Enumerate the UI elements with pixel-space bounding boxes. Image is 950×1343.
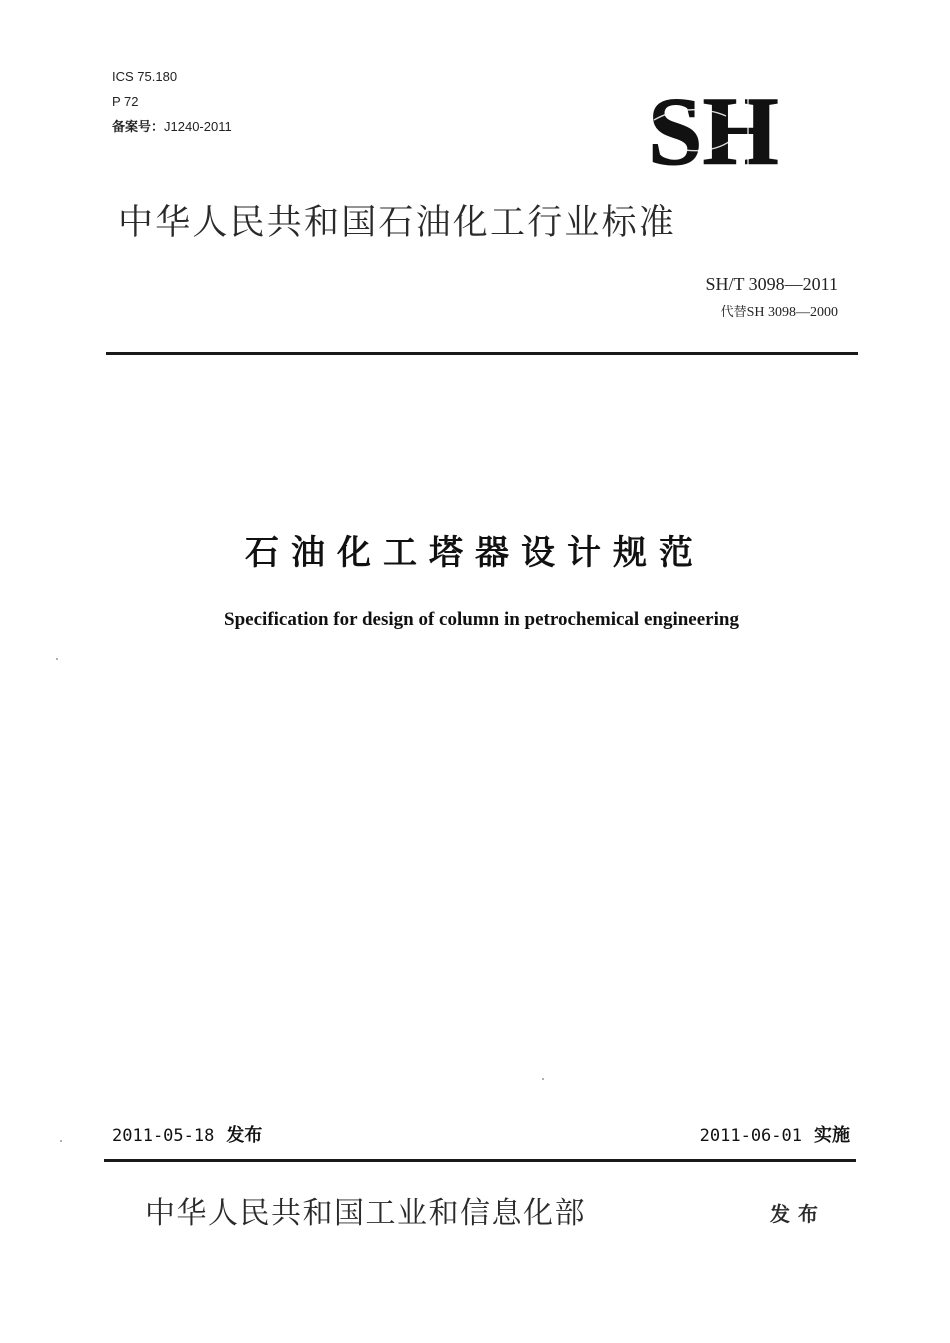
sh-logo-icon: [648, 86, 834, 172]
record-number-line: [112, 114, 232, 139]
scan-speck: [542, 1078, 544, 1080]
publish-label: 发布: [226, 1125, 263, 1146]
record-number: J1240-2011: [164, 119, 232, 134]
top-divider: [106, 352, 858, 355]
classification-code: P 72: [112, 94, 139, 109]
issuing-action: 发布: [770, 1202, 826, 1226]
record-label: 备案号：: [112, 119, 165, 134]
sh-logo-text: SH: [648, 86, 779, 172]
effective-label: 实施: [814, 1125, 850, 1146]
meta-block: [112, 64, 232, 139]
standard-number: SH/T 3098—2011: [705, 274, 838, 294]
document-title: 石油化工塔器设计规范: [245, 533, 705, 573]
scan-speck: [60, 1140, 62, 1142]
industry-standard-title: 中华人民共和国石油化工行业标准: [118, 203, 677, 243]
replaces-line: [721, 301, 838, 321]
issuing-authority: 中华人民共和国工业和信息化部: [145, 1196, 586, 1231]
bottom-divider: [104, 1159, 856, 1162]
document-subtitle: Specification for design of column in petrochemical engineering: [224, 609, 739, 630]
replaces-number: SH 3098—2000: [746, 305, 838, 320]
replaces-label: 代替: [720, 305, 747, 320]
publish-date-line: [112, 1121, 262, 1147]
effective-date-line: [700, 1121, 850, 1147]
effective-date: 2011-06-01: [699, 1126, 802, 1146]
scan-speck: [56, 658, 58, 660]
ics-code: ICS 75.180: [112, 69, 178, 84]
publish-date: 2011-05-18: [112, 1126, 215, 1146]
